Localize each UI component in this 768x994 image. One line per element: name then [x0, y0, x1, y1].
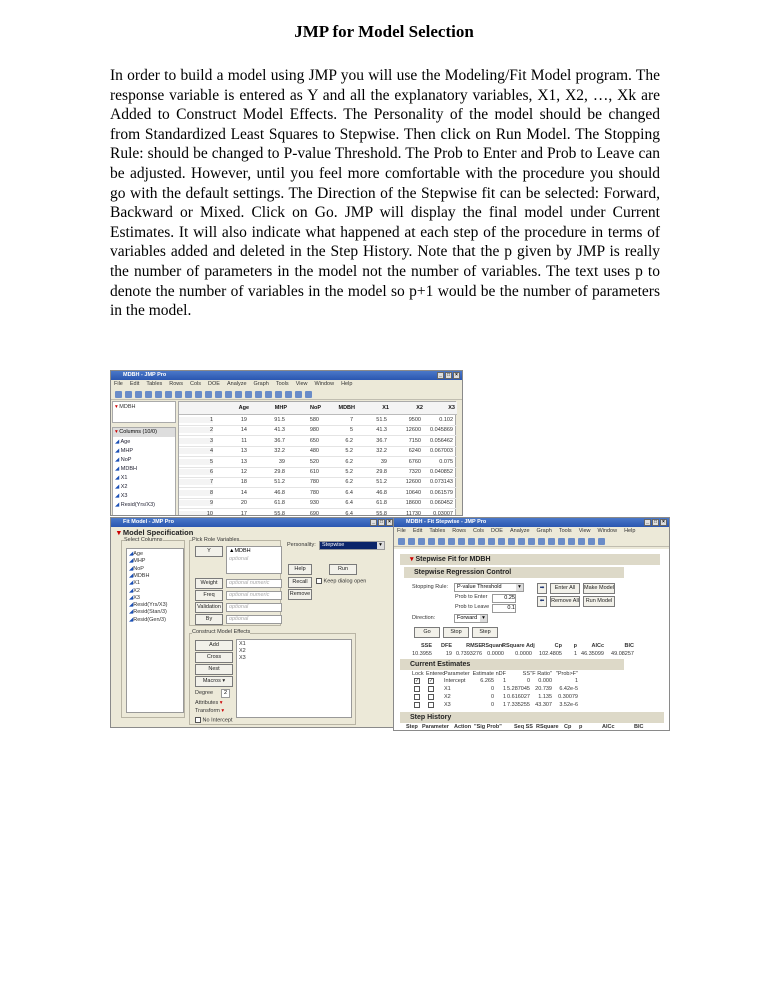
table-cell[interactable]: 39 — [278, 458, 285, 465]
help-button[interactable]: Help — [288, 564, 312, 575]
estimate-cell: 1 — [502, 702, 506, 708]
make-model-button[interactable]: Make Model — [583, 583, 615, 594]
go-button[interactable]: Go — [414, 627, 440, 638]
table-cell[interactable]: 46.8 — [274, 489, 285, 496]
lock-checkbox[interactable] — [414, 694, 420, 700]
estimate-cell: 0 — [490, 702, 494, 708]
prob-enter-field[interactable]: 0.25 — [492, 594, 516, 603]
run-button[interactable]: Run — [329, 564, 357, 575]
row-divider — [179, 508, 457, 509]
by-field[interactable]: optional — [226, 615, 282, 624]
table-cell[interactable]: 6.2 — [345, 437, 353, 444]
table-name[interactable]: ▾ MDBH — [115, 404, 136, 410]
model-effect-item[interactable]: X2 — [239, 648, 246, 654]
table-cell[interactable]: 10640 — [405, 489, 421, 496]
select-column-item[interactable]: ◢Resid(Yrs/X3) — [129, 602, 168, 609]
table-cell[interactable]: 17 — [240, 510, 247, 516]
stat-value: 19 — [445, 651, 452, 657]
select-column-item[interactable]: ◢NoP — [129, 565, 144, 572]
minimize-button[interactable]: _ — [437, 372, 444, 379]
estimate-cell: 7.335255 — [507, 702, 530, 708]
menu-item[interactable]: Analyze — [226, 381, 247, 387]
table-cell[interactable]: 0.073143 — [430, 479, 453, 486]
window-title: MDBH - JMP Pro — [123, 372, 167, 378]
parameter-name: X1 — [444, 686, 451, 692]
select-column-item[interactable]: ◢X1 — [129, 580, 140, 587]
cross-button[interactable]: Cross — [195, 652, 233, 663]
stat-value: 0.0000 — [487, 651, 504, 657]
menu-item[interactable]: Help — [341, 381, 353, 387]
estimate-cell: 6.265 — [480, 678, 494, 684]
remove-button[interactable]: Remove — [288, 589, 312, 600]
table-cell[interactable]: 6.4 — [345, 500, 353, 507]
data-grid — [178, 401, 456, 516]
column-list-item[interactable]: ◢ NoP — [115, 457, 132, 463]
table-cell[interactable]: 12 — [240, 469, 247, 475]
select-column-item[interactable]: ◢X2 — [129, 587, 140, 594]
window-title: Fit Model - JMP Pro — [123, 519, 174, 525]
table-cell[interactable]: 61.8 — [274, 500, 285, 507]
select-column-item[interactable]: ◢MHP — [129, 558, 146, 565]
minimize-button[interactable]: _ — [644, 519, 651, 526]
stat-header: RSquare — [481, 643, 504, 649]
table-cell[interactable]: 520 — [309, 458, 319, 465]
table-cell[interactable]: 7 — [349, 417, 353, 423]
no-intercept-checkbox[interactable]: No Intercept — [195, 717, 233, 723]
toolbar — [111, 389, 462, 400]
table-cell[interactable]: 12600 — [405, 427, 421, 434]
row-number[interactable]: 2 — [179, 427, 213, 433]
lock-checkbox[interactable]: ✓ — [415, 678, 420, 684]
column-list-item[interactable]: ◢ X3 — [115, 493, 128, 499]
table-cell[interactable]: 13 — [240, 458, 247, 465]
y-role-box[interactable]: ▲MDBH optional — [226, 546, 282, 574]
stat-value: 0.0000 — [515, 651, 532, 657]
menu-item[interactable]: View — [295, 381, 308, 387]
menu-item[interactable]: Tools — [275, 381, 289, 387]
estimates-column-header: SS — [522, 671, 530, 677]
estimates-column-header: "Prob>F" — [555, 671, 578, 677]
column-header[interactable]: X2 — [416, 405, 423, 411]
select-column-item[interactable]: ◢MDBH — [129, 572, 150, 579]
table-cell[interactable]: 41.3 — [274, 427, 285, 434]
estimate-cell: 0.616027 — [507, 694, 530, 700]
run-model-button[interactable]: Run Model — [583, 596, 615, 607]
entered-checkbox[interactable] — [428, 686, 434, 692]
row-divider — [179, 487, 457, 488]
table-cell[interactable]: 780 — [309, 479, 319, 486]
estimate-cell: 0.30079 — [558, 694, 578, 700]
lock-checkbox[interactable] — [414, 702, 420, 708]
estimate-cell: 20.739 — [535, 686, 552, 692]
row-number[interactable]: 4 — [179, 448, 213, 454]
row-number[interactable]: 6 — [179, 469, 213, 475]
menu-item[interactable]: Edit — [412, 528, 423, 534]
column-list-item[interactable]: ◢ X1 — [115, 475, 128, 481]
macros-button[interactable]: Macros ▾ — [195, 676, 233, 687]
history-column-header: Parameter — [422, 724, 449, 730]
row-number[interactable]: 1 — [179, 417, 213, 423]
table-cell[interactable]: 690 — [309, 510, 319, 516]
pick-role-label: Pick Role Variables — [192, 537, 240, 543]
window-title: MDBH - Fit Stepwise - JMP Pro — [406, 519, 487, 525]
stat-header: RSquare Adj — [502, 643, 535, 649]
menu-item[interactable]: Rows — [452, 528, 467, 534]
history-column-header: Action — [454, 724, 472, 730]
model-effect-item[interactable]: X1 — [239, 641, 246, 647]
add-button[interactable]: Add — [195, 640, 233, 651]
menu-item[interactable]: DOE — [208, 381, 220, 387]
row-number[interactable]: 10 — [179, 511, 213, 516]
estimates-column-header: nDF — [495, 671, 506, 677]
table-cell[interactable]: 39 — [380, 458, 387, 465]
table-cell[interactable]: 0.040852 — [430, 469, 453, 475]
row-divider — [179, 456, 457, 457]
history-column-header: Cp — [564, 724, 572, 730]
validation-role-button[interactable]: Validation — [195, 602, 223, 613]
columns-header: Columns (10/0) — [119, 429, 157, 435]
stopping-rule-select[interactable]: P-value Threshold ▾ — [454, 583, 524, 592]
column-list-item[interactable]: ◢ X2 — [115, 484, 128, 490]
degree-label: Degree — [195, 690, 214, 696]
row-divider — [179, 425, 457, 426]
direction-select[interactable]: Forward ▾ — [454, 614, 488, 623]
table-cell[interactable]: 6.4 — [345, 510, 353, 516]
direction-label: Direction: — [412, 615, 436, 621]
row-number[interactable]: 7 — [179, 479, 213, 485]
estimate-cell: 1 — [502, 694, 506, 700]
table-cell[interactable]: 0.075 — [439, 458, 453, 465]
prob-enter-label: Prob to Enter — [455, 594, 488, 600]
menu-item[interactable]: Window — [314, 381, 335, 387]
table-cell[interactable]: 11730 — [406, 510, 421, 516]
construct-effects-label: Construct Model Effects — [192, 629, 251, 635]
table-cell[interactable]: 610 — [309, 469, 319, 475]
history-column-header: Seq SS — [514, 724, 533, 730]
close-button[interactable]: × — [386, 519, 393, 526]
entered-checkbox[interactable]: ✓ — [429, 678, 434, 684]
menu-item[interactable]: Graph — [253, 381, 269, 387]
stepwise-fit-header[interactable]: ▾ Stepwise Fit for MDBH — [400, 554, 660, 565]
instructions-paragraph: In order to build a model using JMP you will use the Modeling/Fit Model program. The response variable is entered as Y and all the explanatory variables, X1, X2, …, Xk are Added to Construct Model Effects. The Personality of the model should be changed from Standardized Least Squares to Stepwise. Then click on Run Model. The Stopping Rule: should be changed to P-value Threshold. The Prob to Enter and Prob to Leave can be adjusted. However, until you feel more comfortable with the procedure you should go with the default settings. The Direction of the Stepwise fit can be selected: Forward, Backward or Mixed. Click on Go. JMP will display the final model under Current Estimates. It will also indicate what happened at each step of the procedure in terms of variables added and deleted in the Step History. Note that the p given by JMP is really the number of parameters in the model not the number of variables. The text uses p to denote the number of variables in the model so p+1 would be the number of parameters in the model. — [110, 67, 660, 320]
table-cell[interactable]: 14 — [240, 427, 247, 434]
table-cell[interactable]: 18600 — [405, 500, 421, 507]
recall-button[interactable]: Recall — [288, 577, 312, 588]
menu-item[interactable]: Analyze — [509, 528, 530, 534]
menu-item[interactable]: Tables — [429, 528, 446, 534]
menu-item[interactable]: Cols — [473, 528, 485, 534]
table-cell[interactable]: 41.3 — [376, 427, 387, 434]
column-header[interactable]: MDBH — [338, 405, 355, 411]
table-cell[interactable]: 0.060452 — [430, 500, 453, 507]
table-cell[interactable]: 29.8 — [376, 469, 387, 475]
title-bar — [111, 518, 395, 527]
history-column-header: "Sig Prob" — [474, 724, 502, 730]
row-divider — [179, 467, 457, 468]
table-cell[interactable]: 780 — [309, 489, 319, 496]
table-cell[interactable]: 7150 — [408, 437, 421, 444]
stat-header: DFE — [441, 643, 452, 649]
menu-bar — [111, 380, 462, 389]
table-cell[interactable]: 0.03007 — [433, 510, 453, 516]
menu-item[interactable]: Rows — [169, 381, 184, 387]
row-number[interactable]: 5 — [179, 459, 213, 465]
select-columns-list[interactable] — [126, 548, 184, 713]
table-panel — [112, 401, 176, 423]
fit-model-window — [110, 517, 396, 728]
attributes-menu[interactable]: Attributes ▾ — [195, 700, 223, 706]
estimate-cell: 1 — [574, 678, 578, 684]
minimize-button[interactable]: _ — [370, 519, 377, 526]
table-cell[interactable]: 36.7 — [274, 437, 285, 444]
stat-value: 46.35099 — [581, 651, 604, 657]
weight-role-button[interactable]: Weight — [195, 578, 223, 589]
table-cell[interactable]: 13 — [240, 448, 247, 455]
table-cell[interactable]: 55.8 — [274, 510, 285, 516]
stat-header: Cp — [554, 643, 562, 649]
estimate-cell: 0.000 — [538, 678, 552, 684]
table-cell[interactable]: 9500 — [408, 417, 421, 423]
estimate-cell: 1 — [502, 686, 506, 692]
menu-item[interactable]: Tables — [146, 381, 163, 387]
menu-item[interactable]: Window — [597, 528, 618, 534]
table-cell[interactable]: 6.4 — [345, 489, 353, 496]
row-number[interactable]: 8 — [179, 490, 213, 496]
history-column-header: AICc — [602, 724, 615, 730]
table-cell[interactable]: 29.8 — [274, 469, 285, 475]
table-cell[interactable]: 51.2 — [376, 479, 387, 486]
column-header[interactable]: MHP — [274, 405, 287, 411]
stopping-rule-label: Stopping Rule: — [412, 584, 449, 590]
table-cell[interactable]: 5 — [349, 427, 353, 434]
table-cell[interactable]: 6240 — [408, 448, 421, 455]
column-list-item[interactable]: ◢ Resid(Yrs/X3) — [115, 502, 155, 508]
table-cell[interactable]: 61.8 — [376, 500, 387, 507]
degree-field[interactable]: 2 — [221, 689, 230, 698]
parameter-name: X2 — [444, 694, 451, 700]
table-cell[interactable]: 650 — [309, 437, 319, 444]
y-role-button[interactable]: Y — [195, 546, 223, 557]
table-cell[interactable]: 480 — [309, 448, 319, 455]
personality-select[interactable]: Stepwise ▾ — [319, 541, 385, 550]
prob-leave-field[interactable]: 0.1 — [492, 604, 516, 613]
estimate-cell: 43.307 — [535, 702, 552, 708]
column-header[interactable]: Age — [238, 405, 249, 411]
prob-leave-label: Prob to Leave — [455, 604, 490, 610]
parameter-name: X3 — [444, 702, 451, 708]
table-cell[interactable]: 930 — [309, 500, 319, 507]
table-cell[interactable]: 0.045869 — [430, 427, 453, 434]
table-cell[interactable]: 36.7 — [376, 437, 387, 444]
row-divider — [179, 498, 457, 499]
estimate-cell: 6.42e-5 — [559, 686, 578, 692]
validation-field[interactable]: optional — [226, 603, 282, 612]
table-cell[interactable]: 0.067003 — [430, 448, 453, 455]
table-cell[interactable]: 6760 — [408, 458, 421, 465]
table-cell[interactable]: 19 — [240, 417, 247, 423]
model-effect-item[interactable]: X3 — [239, 655, 246, 661]
maximize-button[interactable]: □ — [379, 519, 384, 525]
row-divider — [179, 477, 457, 478]
page-title: JMP for Model Selection — [294, 22, 474, 41]
estimate-cell: 1.135 — [538, 694, 552, 700]
table-cell[interactable]: 20 — [240, 500, 247, 507]
remove-arrow-button[interactable]: ⬅ — [537, 596, 547, 607]
select-column-item[interactable]: ◢Resid(Stan/3) — [129, 609, 167, 616]
table-cell[interactable]: 12600 — [405, 479, 421, 486]
weight-field[interactable]: optional numeric — [226, 579, 282, 588]
column-header[interactable]: NoP — [310, 405, 321, 411]
remove-all-button[interactable]: Remove All — [550, 596, 580, 607]
history-column-header: RSquare — [536, 724, 559, 730]
maximize-button[interactable]: □ — [653, 519, 658, 525]
menu-item[interactable]: Cols — [190, 381, 202, 387]
step-button[interactable]: Step — [472, 627, 498, 638]
estimate-cell: 5.287045 — [507, 686, 530, 692]
current-estimates-header[interactable]: Current Estimates — [400, 659, 624, 670]
row-number[interactable]: 9 — [179, 500, 213, 506]
stat-header: BIC — [624, 643, 634, 649]
row-divider — [179, 446, 457, 447]
stat-value: 49.08257 — [611, 651, 634, 657]
stat-header: RMSE — [466, 643, 482, 649]
column-list-item[interactable]: ◢ Age — [115, 439, 131, 445]
estimate-cell: 0 — [526, 678, 530, 684]
menu-item[interactable]: File — [114, 381, 123, 387]
stat-header: p — [573, 643, 577, 649]
stop-button[interactable]: Stop — [443, 627, 469, 638]
freq-role-button[interactable]: Freq — [195, 590, 223, 601]
table-cell[interactable]: 46.8 — [376, 489, 387, 496]
close-button[interactable]: × — [660, 519, 667, 526]
table-cell[interactable]: 580 — [309, 417, 319, 423]
menu-item[interactable]: View — [578, 528, 591, 534]
stat-value: 10.3955 — [412, 651, 432, 657]
table-cell[interactable]: 32.2 — [376, 448, 387, 455]
stat-header: AICc — [591, 643, 604, 649]
menu-item[interactable]: Edit — [129, 381, 140, 387]
estimates-column-header: Parameter — [444, 671, 470, 677]
title-bar — [394, 518, 669, 527]
select-column-item[interactable]: ◢Resid(Gen/3) — [129, 616, 166, 623]
menu-item[interactable]: Help — [624, 528, 636, 534]
estimate-cell: 0 — [490, 694, 494, 700]
step-history-header[interactable]: Step History — [400, 712, 664, 723]
entered-checkbox[interactable] — [428, 694, 434, 700]
stat-value: 102.4805 — [539, 651, 562, 657]
table-cell[interactable]: 51.5 — [376, 417, 387, 423]
table-cell[interactable]: 55.8 — [376, 510, 387, 516]
row-number[interactable]: 3 — [179, 438, 213, 444]
select-columns-label: Select Columns — [124, 537, 163, 543]
estimates-column-header: Entered — [426, 671, 446, 677]
table-cell[interactable]: 6.2 — [345, 458, 353, 465]
select-column-item[interactable]: ◢X3 — [129, 594, 140, 601]
freq-field[interactable]: optional numeric — [226, 591, 282, 600]
keep-dialog-open-checkbox[interactable]: Keep dialog open — [316, 578, 366, 584]
stepwise-window — [393, 517, 670, 731]
estimates-column-header: Lock — [412, 671, 424, 677]
table-cell[interactable]: 11 — [241, 437, 247, 444]
stat-value: 1 — [573, 651, 577, 657]
columns-panel: ▾ Columns (10/0) ◢ Age ◢ MHP ◢ NoP ◢ MDBH ◢ X1 ◢ X2 ◢ X3 ◢ Resid(Yrs/X3) — [112, 427, 176, 516]
parameter-name: Intercept — [444, 678, 466, 684]
history-column-header: BIC — [634, 724, 644, 730]
table-cell[interactable]: 7320 — [408, 469, 421, 475]
stat-value: 0.7393276 — [456, 651, 482, 657]
estimate-cell: 1 — [502, 678, 506, 684]
personality-label: Personality: — [287, 542, 316, 548]
regression-control-header[interactable]: Stepwise Regression Control — [404, 567, 624, 578]
lock-checkbox[interactable] — [414, 686, 420, 692]
transform-menu[interactable]: Transform ▾ — [195, 708, 225, 714]
menu-bar — [394, 527, 669, 536]
table-cell[interactable]: 5.2 — [345, 469, 353, 475]
table-cell[interactable]: 51.2 — [274, 479, 285, 486]
table-cell[interactable]: 0.056462 — [430, 437, 453, 444]
estimates-column-header: Estimate — [472, 671, 494, 677]
column-list-item[interactable]: ◢ MHP — [115, 448, 133, 454]
column-header[interactable]: X1 — [382, 405, 389, 411]
title-bar — [111, 371, 462, 380]
table-cell[interactable]: 0.061579 — [430, 489, 453, 496]
row-divider — [179, 435, 457, 436]
table-cell[interactable]: 32.2 — [274, 448, 285, 455]
toolbar — [394, 536, 669, 547]
table-cell[interactable]: 6.2 — [345, 479, 353, 486]
model-specification-header[interactable]: ▾ Model Specification — [117, 528, 194, 537]
select-column-item[interactable]: ◢Age — [129, 551, 144, 557]
menu-item[interactable]: DOE — [491, 528, 503, 534]
table-cell[interactable]: 18 — [240, 479, 247, 486]
entered-checkbox[interactable] — [428, 702, 434, 708]
estimates-column-header: "F Ratio" — [530, 671, 552, 677]
menu-item[interactable]: Graph — [536, 528, 552, 534]
maximize-button[interactable]: □ — [446, 372, 451, 378]
column-list-item[interactable]: ◢ MDBH — [115, 466, 137, 472]
history-column-header: p — [579, 724, 583, 730]
nest-button[interactable]: Nest — [195, 664, 233, 675]
menu-item[interactable]: Tools — [558, 528, 572, 534]
table-cell[interactable]: 0.102 — [439, 417, 453, 423]
estimate-cell: 3.52e-6 — [559, 702, 578, 708]
enter-all-button[interactable]: Enter All — [550, 583, 580, 594]
table-cell[interactable]: 5.2 — [345, 448, 353, 455]
column-header[interactable]: X3 — [448, 405, 455, 411]
menu-item[interactable]: File — [397, 528, 406, 534]
history-column-header: Step — [406, 724, 418, 730]
estimate-cell: 0 — [490, 686, 494, 692]
table-cell[interactable]: 14 — [240, 489, 247, 496]
data-table-window — [110, 370, 463, 516]
enter-arrow-button[interactable]: ➡ — [537, 583, 547, 594]
table-cell[interactable]: 91.5 — [274, 417, 285, 423]
close-button[interactable]: × — [453, 372, 460, 379]
model-effects-list[interactable] — [236, 639, 352, 718]
stat-header: SSE — [420, 643, 432, 649]
by-role-button[interactable]: By — [195, 614, 223, 625]
table-cell[interactable]: 980 — [309, 427, 319, 434]
